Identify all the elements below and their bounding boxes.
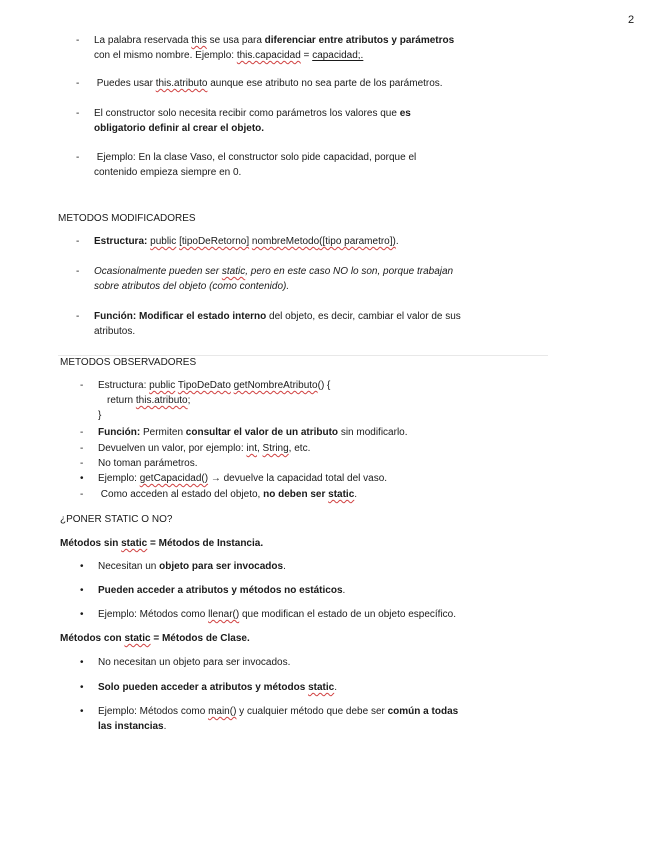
list-item-text: Función: Permiten consultar el valor de un atributo sin modificarlo.	[98, 427, 408, 438]
list-marker: -	[76, 35, 80, 46]
list-item	[80, 655, 538, 670]
list-item	[80, 559, 538, 574]
list-item	[80, 456, 518, 471]
list-item	[80, 378, 498, 423]
list-item-text: Devuelven un valor, por ejemplo: int, String, etc.	[98, 443, 311, 454]
list-item-text: No toman parámetros.	[98, 458, 198, 469]
list-item-text: La palabra reservada this se usa para diferenciar entre atributos y parámetros con el mismo nombre. Ejemplo: this.capacidad = capacidad;.	[94, 35, 455, 61]
list-item-text: Como acceden al estado del objeto, no deben ser static.	[100, 489, 358, 500]
list-item-text: Pueden acceder a atributos y métodos no estáticos.	[98, 585, 346, 596]
page-number: 2	[628, 14, 635, 26]
subheading-clase: Métodos con static = Métodos de Clase.	[60, 633, 250, 644]
list-item	[80, 680, 538, 695]
list-marker: •	[80, 609, 84, 620]
list-item	[80, 487, 518, 502]
section-heading-modificadores: METODOS MODIFICADORES	[58, 213, 196, 224]
list-item-text: Estructura: public TipoDeDato getNombreAtributo() { return this.atributo; }	[98, 380, 331, 421]
list-marker: •	[80, 706, 84, 717]
subheading-instancia: Métodos sin static = Métodos de Instancia.	[60, 538, 264, 549]
list-item	[76, 309, 534, 339]
list-item-text: El constructor solo necesita recibir como parámetros los valores que es obligatorio definir al crear el objeto.	[94, 108, 411, 134]
code-this: this	[191, 35, 207, 46]
list-item-text: Necesitan un objeto para ser invocados.	[98, 561, 286, 572]
list-marker: -	[76, 78, 80, 89]
list-marker: •	[80, 657, 84, 668]
list-item	[76, 76, 534, 91]
list-item	[76, 106, 534, 136]
list-item-text: Ocasionalmente pueden ser static, pero en este caso NO lo son, porque trabajan sobre atributos del objeto (como contenido).	[94, 266, 454, 292]
list-item-text: Ejemplo: getCapacidad() → devuelve la capacidad total del vaso.	[98, 473, 388, 484]
list-marker: -	[76, 152, 80, 163]
list-marker: -	[76, 311, 80, 322]
list-item-text: Ejemplo: Métodos como main() y cualquier método que debe ser común a todas las instancias.	[98, 706, 459, 732]
list-item-text: Estructura: public [tipoDeRetorno] nombreMetodo([tipo parametro]).	[94, 236, 399, 247]
list-item-text: Ejemplo: En la clase Vaso, el constructor solo pide capacidad, porque el contenido empieza siempre en 0.	[94, 152, 417, 178]
list-item	[80, 441, 518, 456]
list-item	[80, 471, 518, 486]
list-marker: •	[80, 473, 84, 484]
list-item-text: Puedes usar this.atributo aunque ese atributo no sea parte de los parámetros.	[96, 78, 443, 89]
list-item	[80, 607, 568, 622]
list-marker: -	[80, 458, 84, 469]
list-marker: •	[80, 585, 84, 596]
list-marker: -	[80, 489, 84, 500]
list-marker: -	[80, 443, 84, 454]
list-marker: -	[80, 427, 84, 438]
list-item-text: No necesitan un objeto para ser invocados.	[98, 657, 291, 668]
list-item	[76, 234, 534, 249]
list-item	[76, 264, 534, 294]
list-item	[80, 704, 538, 734]
list-marker: -	[76, 108, 80, 119]
list-item-text: Ejemplo: Métodos como llenar() que modifican el estado de un objeto específico.	[98, 609, 456, 620]
list-item-text: Solo pueden acceder a atributos y métodos static.	[98, 682, 337, 693]
section-heading-observadores: METODOS OBSERVADORES	[60, 357, 197, 368]
list-item	[76, 33, 524, 63]
list-item-text: Función: Modificar el estado interno del objeto, es decir, cambiar el valor de sus atributos.	[94, 311, 461, 337]
list-marker: •	[80, 682, 84, 693]
section-heading-static: ¿PONER STATIC O NO?	[60, 514, 173, 525]
list-marker: •	[80, 561, 84, 572]
list-marker: -	[76, 236, 80, 247]
list-item	[76, 150, 534, 180]
list-marker: -	[80, 380, 84, 391]
list-marker: -	[76, 266, 80, 277]
list-item	[80, 425, 518, 440]
list-item	[80, 583, 538, 598]
